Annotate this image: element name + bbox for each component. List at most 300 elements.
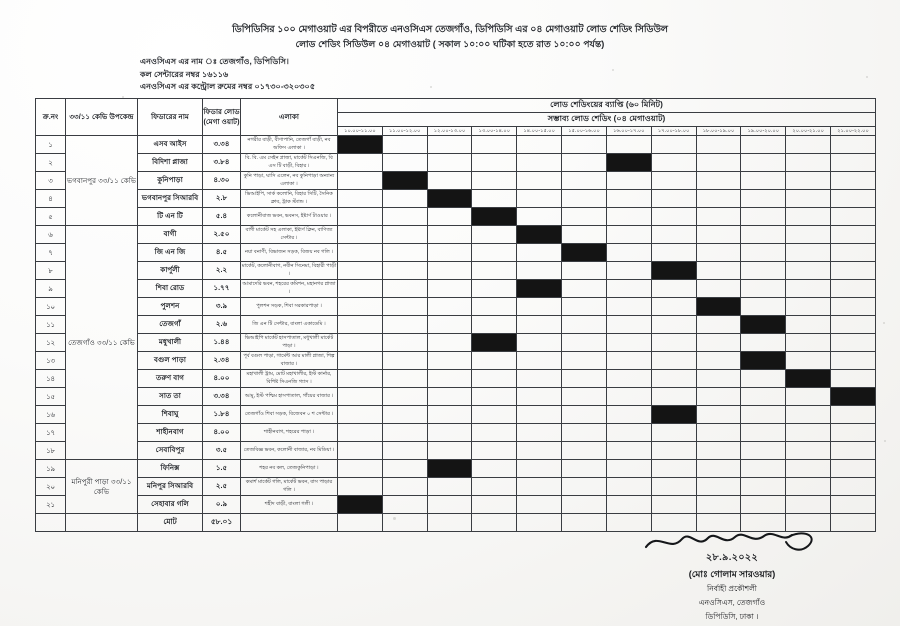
schedule-cell bbox=[562, 208, 607, 226]
cell-sl: ৮ bbox=[36, 262, 66, 280]
col-header-feeder: ফিডারের নাম bbox=[138, 99, 203, 136]
schedule-cell bbox=[741, 154, 786, 172]
schedule-cell bbox=[472, 424, 517, 442]
schedule-cell bbox=[472, 262, 517, 280]
cell-sl: ১৩ bbox=[36, 352, 66, 370]
schedule-cell bbox=[382, 190, 427, 208]
schedule-cell bbox=[427, 478, 472, 496]
schedule-cell bbox=[696, 352, 741, 370]
schedule-cell bbox=[831, 136, 876, 154]
schedule-cell bbox=[338, 334, 383, 352]
cell-area: জি এন টি সেন্টার, বাংলা একাডেমি । bbox=[241, 316, 338, 334]
schedule-cell bbox=[562, 190, 607, 208]
table-row bbox=[36, 316, 876, 334]
schedule-cell bbox=[562, 442, 607, 460]
schedule-cell bbox=[382, 154, 427, 172]
schedule-cell bbox=[831, 316, 876, 334]
cell-area: আমাদেরি ভবন, শহরের কমিশন, মহানগর প্লাজা । bbox=[241, 280, 338, 298]
header-row-band-1 bbox=[36, 99, 876, 113]
cell-load: ৪.৫ bbox=[203, 244, 241, 262]
schedule-cell bbox=[696, 370, 741, 388]
schedule-cell bbox=[831, 478, 876, 496]
shed-block-cell bbox=[651, 406, 696, 424]
schedule-cell bbox=[606, 244, 651, 262]
schedule-cell bbox=[651, 460, 696, 478]
schedule-cell bbox=[517, 244, 562, 262]
shed-block-cell bbox=[696, 298, 741, 316]
cell-load: ২.৮ bbox=[203, 190, 241, 208]
table-row bbox=[36, 262, 876, 280]
schedule-cell bbox=[517, 298, 562, 316]
schedule-cell bbox=[427, 298, 472, 316]
schedule-cell bbox=[562, 514, 607, 532]
schedule-cell bbox=[786, 154, 831, 172]
cell-load: ১.৪৪ bbox=[203, 334, 241, 352]
schedule-cell bbox=[651, 442, 696, 460]
shed-block-cell bbox=[562, 244, 607, 262]
table-row bbox=[36, 370, 876, 388]
schedule-cell bbox=[517, 496, 562, 514]
shed-block-cell bbox=[651, 262, 696, 280]
col-header-band-duration: লোড শেডিংয়ের ব্যাপ্তি (৬০ মিনিট) bbox=[338, 99, 876, 113]
cell-load: ১.৮৪ bbox=[203, 406, 241, 424]
schedule-cell bbox=[472, 244, 517, 262]
cell-load: ১.৫ bbox=[203, 460, 241, 478]
table-row bbox=[36, 154, 876, 172]
schedule-cell bbox=[831, 460, 876, 478]
cell-area: পূর্ব বগুল পাড়া, গার্মেন্ট আর মালী প্লাজা, শিল্প বাজার । bbox=[241, 352, 338, 370]
schedule-cell bbox=[338, 244, 383, 262]
schedule-cell bbox=[741, 280, 786, 298]
schedule-cell bbox=[338, 280, 383, 298]
schedule-cell bbox=[696, 280, 741, 298]
signature-date: ২৮.৯.২০২২ bbox=[705, 552, 759, 563]
schedule-cell bbox=[338, 370, 383, 388]
table-row bbox=[36, 190, 876, 208]
cell-area: কমার্শ মার্কেট গলি, মার্কেট ভবন, বাস পাড়ার গলি । bbox=[241, 478, 338, 496]
schedule-cell bbox=[786, 478, 831, 496]
cell-area: বাগী মার্কেট সহ এলাকা, ইষ্টার্ণ ক্লিন, বাণিজ্য সেন্টার । bbox=[241, 226, 338, 244]
time-slot-header: ১৮.০০-১৯.০০ bbox=[696, 127, 741, 136]
schedule-cell bbox=[562, 172, 607, 190]
schedule-cell bbox=[427, 352, 472, 370]
cell-load: ১.৭৭ bbox=[203, 280, 241, 298]
schedule-cell bbox=[831, 496, 876, 514]
schedule-cell bbox=[786, 262, 831, 280]
schedule-cell bbox=[382, 478, 427, 496]
schedule-cell bbox=[606, 316, 651, 334]
cell-load: ৪.৩০ bbox=[203, 172, 241, 190]
schedule-cell bbox=[427, 514, 472, 532]
cell-sl: ১ bbox=[36, 136, 66, 154]
schedule-cell bbox=[651, 208, 696, 226]
schedule-cell bbox=[741, 424, 786, 442]
cell-load: ৫.৪ bbox=[203, 208, 241, 226]
schedule-cell bbox=[338, 226, 383, 244]
schedule-cell bbox=[338, 514, 383, 532]
schedule-cell bbox=[517, 478, 562, 496]
schedule-cell bbox=[517, 424, 562, 442]
col-header-band-capacity: সম্ভাব্য লোড শেডিং (০৪ মেগাওয়াট) bbox=[338, 113, 876, 127]
table-head bbox=[36, 99, 876, 136]
cell-feeder: টি এন টি bbox=[138, 208, 203, 226]
schedule-cell bbox=[696, 154, 741, 172]
shed-block-cell bbox=[741, 316, 786, 334]
cell-load: ২.৬ bbox=[203, 316, 241, 334]
cell-area: কলোনীবাজ ভবন, ভবনস, ইষ্টার্ণ টাওয়ার । bbox=[241, 208, 338, 226]
time-slot-header: ১৩.০০-১৪.০০ bbox=[472, 127, 517, 136]
cell-substation: তেজগাঁও ৩৩/১১ কেভি bbox=[66, 226, 138, 460]
cell-feeder: শিবাঘু bbox=[138, 406, 203, 424]
schedule-cell bbox=[427, 280, 472, 298]
schedule-cell bbox=[831, 334, 876, 352]
schedule-cell bbox=[786, 424, 831, 442]
cell-area: নয়া বনাণী, বিভাজন সড়ক, বিজয় নব গলি । bbox=[241, 244, 338, 262]
cell-feeder: বাগী bbox=[138, 226, 203, 244]
schedule-cell bbox=[382, 352, 427, 370]
total-value: ৫৮.০১ bbox=[203, 514, 241, 532]
schedule-cell bbox=[562, 334, 607, 352]
schedule-cell bbox=[741, 298, 786, 316]
schedule-cell bbox=[338, 388, 383, 406]
schedule-cell bbox=[472, 154, 517, 172]
schedule-cell bbox=[741, 496, 786, 514]
schedule-cell bbox=[786, 388, 831, 406]
schedule-cell bbox=[562, 388, 607, 406]
time-slot-header: ২০.০০-২১.০০ bbox=[786, 127, 831, 136]
schedule-cell bbox=[831, 424, 876, 442]
cell-area: তেজগাঁও শিবা সড়ক, বিজেবন ০ শ সেন্টার । bbox=[241, 406, 338, 424]
schedule-cell bbox=[696, 334, 741, 352]
schedule-cell bbox=[786, 334, 831, 352]
schedule-cell bbox=[786, 406, 831, 424]
schedule-cell bbox=[606, 424, 651, 442]
schedule-cell bbox=[562, 226, 607, 244]
signatory-office: এনওসিএস, তেজগাঁও bbox=[698, 598, 766, 607]
schedule-cell bbox=[831, 352, 876, 370]
shed-block-cell bbox=[427, 460, 472, 478]
table-row bbox=[36, 496, 876, 514]
shed-block-cell bbox=[786, 370, 831, 388]
schedule-cell bbox=[786, 280, 831, 298]
schedule-cell bbox=[338, 190, 383, 208]
shed-block-cell bbox=[338, 496, 383, 514]
col-header-area: এলাকা bbox=[241, 99, 338, 136]
time-slot-header: ১৫.০০-১৬.০০ bbox=[562, 127, 607, 136]
schedule-cell bbox=[427, 316, 472, 334]
cell-sl: ৫ bbox=[36, 208, 66, 226]
cell-load: ৩.৩৪ bbox=[203, 136, 241, 154]
schedule-cell bbox=[382, 316, 427, 334]
schedule-cell bbox=[831, 208, 876, 226]
schedule-cell bbox=[427, 406, 472, 424]
schedule-cell bbox=[382, 226, 427, 244]
schedule-cell bbox=[786, 208, 831, 226]
schedule-cell bbox=[338, 352, 383, 370]
cell-area: নগরীর বাড়ী, বীণাপানি, তেজগাঁ বাড়ী, নব অফিস এলাকা । bbox=[241, 136, 338, 154]
cell-sl: ১৬ bbox=[36, 406, 66, 424]
time-slot-header: ১৯.০০-২০.০০ bbox=[741, 127, 786, 136]
schedule-cell bbox=[606, 262, 651, 280]
schedule-cell bbox=[696, 190, 741, 208]
schedule-cell bbox=[382, 334, 427, 352]
cell-area: বি. বি. এম সেইন প্লাজা, মার্কেট সিএনজি, বি এস টি বাড়ী, বিহার । bbox=[241, 154, 338, 172]
total-spacer bbox=[36, 514, 66, 532]
cell-feeder: বগুল পাড়া bbox=[138, 352, 203, 370]
schedule-cell bbox=[517, 352, 562, 370]
cell-area: তেজবিজ্ঞ ভবন, কলোনী বাজার, নব মিডিয়া । bbox=[241, 442, 338, 460]
cell-load: ৩.৮৪ bbox=[203, 154, 241, 172]
schedule-cell bbox=[741, 172, 786, 190]
cell-feeder: তেজগাঁ bbox=[138, 316, 203, 334]
schedule-cell bbox=[606, 478, 651, 496]
schedule-cell bbox=[382, 298, 427, 316]
cell-feeder: তরুণ বাগ bbox=[138, 370, 203, 388]
cell-area: মার্কেট, কলোনীবাগ, নবীন সিনেমা, বিহারী পাড়ী । bbox=[241, 262, 338, 280]
schedule-cell bbox=[338, 298, 383, 316]
control-room-number: এনওসিএস এর কন্ট্রোল রুমের নম্বর ০১৭৩০-৩২০৩০৫ bbox=[140, 82, 316, 91]
time-slot-header: ১৪.০০-১৫.০০ bbox=[517, 127, 562, 136]
schedule-cell bbox=[741, 208, 786, 226]
cell-sl: ৩ bbox=[36, 172, 66, 190]
schedule-cell bbox=[651, 226, 696, 244]
schedule-cell bbox=[472, 316, 517, 334]
cell-load: ৩.৯ bbox=[203, 298, 241, 316]
schedule-cell bbox=[741, 244, 786, 262]
table-row bbox=[36, 208, 876, 226]
schedule-cell bbox=[741, 388, 786, 406]
schedule-cell bbox=[427, 172, 472, 190]
table-row bbox=[36, 478, 876, 496]
cell-load: ২.৫ bbox=[203, 478, 241, 496]
schedule-cell bbox=[741, 190, 786, 208]
schedule-cell bbox=[382, 424, 427, 442]
schedule-cell bbox=[562, 424, 607, 442]
schedule-cell bbox=[741, 334, 786, 352]
schedule-cell bbox=[786, 460, 831, 478]
schedule-cell bbox=[831, 406, 876, 424]
cell-area: মহাখালী ট্রাম, মোট মহাখালীর, ইস্ট কার্নার, বিশিষ্ট সিএনজি গ্যাস । bbox=[241, 370, 338, 388]
schedule-cell bbox=[382, 136, 427, 154]
table-row bbox=[36, 406, 876, 424]
cell-feeder: মধুখালী bbox=[138, 334, 203, 352]
cell-sl: ১৫ bbox=[36, 388, 66, 406]
schedule-cell bbox=[651, 388, 696, 406]
schedule-cell bbox=[651, 172, 696, 190]
schedule-cell bbox=[472, 460, 517, 478]
schedule-cell bbox=[382, 280, 427, 298]
schedule-cell bbox=[741, 262, 786, 280]
schedule-cell bbox=[562, 496, 607, 514]
cell-sl: ১৭ bbox=[36, 424, 66, 442]
cell-feeder: শিবা রোড bbox=[138, 280, 203, 298]
cell-sl: ২১ bbox=[36, 496, 66, 514]
cell-sl: ২ bbox=[36, 154, 66, 172]
schedule-cell bbox=[786, 136, 831, 154]
schedule-cell bbox=[696, 460, 741, 478]
cell-sl: ৬ bbox=[36, 226, 66, 244]
document-title bbox=[0, 22, 900, 52]
cell-feeder: বিদিশা প্লাজা bbox=[138, 154, 203, 172]
cell-area: শাহীনবাগ, শহরের পাড়া । bbox=[241, 424, 338, 442]
shed-block-cell bbox=[517, 280, 562, 298]
schedule-cell bbox=[427, 388, 472, 406]
schedule-cell bbox=[562, 316, 607, 334]
schedule-cell bbox=[651, 154, 696, 172]
schedule-cell bbox=[338, 172, 383, 190]
schedule-cell bbox=[651, 280, 696, 298]
shed-block-cell bbox=[831, 388, 876, 406]
schedule-cell bbox=[427, 154, 472, 172]
schedule-cell bbox=[831, 172, 876, 190]
scan-speck bbox=[430, 86, 432, 88]
scan-speck bbox=[612, 69, 614, 71]
schedule-cell bbox=[517, 172, 562, 190]
cell-sl: ৪ bbox=[36, 190, 66, 208]
col-header-substation: ৩৩/১১ কেভি উপকেন্দ্র bbox=[66, 99, 138, 136]
shed-block-cell bbox=[517, 226, 562, 244]
time-slot-header: ২১.০০-২২.০০ bbox=[831, 127, 876, 136]
schedule-cell bbox=[472, 478, 517, 496]
cell-substation: ভগবানপুর ৩৩/১১ কেভি bbox=[66, 136, 138, 226]
scan-speck bbox=[884, 440, 886, 442]
schedule-cell bbox=[338, 406, 383, 424]
schedule-cell bbox=[696, 172, 741, 190]
schedule-cell bbox=[651, 370, 696, 388]
schedule-cell bbox=[606, 172, 651, 190]
table-row bbox=[36, 442, 876, 460]
cell-area: ভিআইপি, সার্ক কলোনি, বিহার সিটি, সৈনিক ক্লাব, ট্রাক স্ট্যান্ড । bbox=[241, 190, 338, 208]
cell-feeder: ভগবানপুর সিআরবি bbox=[138, 190, 203, 208]
schedule-cell bbox=[472, 496, 517, 514]
shed-block-cell bbox=[338, 136, 383, 154]
table-row bbox=[36, 460, 876, 478]
cell-feeder: সেহাবার গলি bbox=[138, 496, 203, 514]
schedule-cell bbox=[606, 370, 651, 388]
schedule-cell bbox=[831, 226, 876, 244]
table-row bbox=[36, 244, 876, 262]
schedule-cell bbox=[696, 496, 741, 514]
schedule-cell bbox=[741, 226, 786, 244]
schedule-cell bbox=[338, 262, 383, 280]
schedule-cell bbox=[651, 334, 696, 352]
schedule-cell bbox=[427, 136, 472, 154]
schedule-cell bbox=[517, 154, 562, 172]
total-spacer bbox=[241, 514, 338, 532]
schedule-cell bbox=[382, 406, 427, 424]
schedule-cell bbox=[382, 262, 427, 280]
cell-sl: ১৯ bbox=[36, 460, 66, 478]
title-line-2: লোড শেডিং সিডিউল ০৪ মেগাওয়াট ( সকাল ১০:০০ ঘটিকা হতে রাত ১০:০০ পর্যন্ত) bbox=[295, 39, 605, 49]
office-meta-block bbox=[140, 56, 315, 94]
schedule-cell bbox=[831, 298, 876, 316]
cell-load: ৩.৫ bbox=[203, 442, 241, 460]
schedule-cell bbox=[427, 226, 472, 244]
schedule-cell bbox=[472, 298, 517, 316]
schedule-cell bbox=[517, 262, 562, 280]
signatory-designation: নির্বাহী প্রকৌশলী bbox=[707, 584, 757, 593]
schedule-cell bbox=[741, 478, 786, 496]
shed-block-cell bbox=[606, 154, 651, 172]
shed-block-cell bbox=[741, 352, 786, 370]
cell-sl: ৯ bbox=[36, 280, 66, 298]
scan-speck bbox=[883, 322, 885, 324]
cell-feeder: কুনিপাড়া bbox=[138, 172, 203, 190]
time-slot-header: ১১.০০-১২.০০ bbox=[382, 127, 427, 136]
schedule-cell bbox=[651, 298, 696, 316]
schedule-cell bbox=[786, 352, 831, 370]
schedule-cell bbox=[606, 460, 651, 478]
schedule-cell bbox=[427, 208, 472, 226]
schedule-cell bbox=[606, 388, 651, 406]
schedule-cell bbox=[517, 316, 562, 334]
schedule-cell bbox=[696, 208, 741, 226]
schedule-cell bbox=[562, 136, 607, 154]
schedule-cell bbox=[606, 190, 651, 208]
schedule-cell bbox=[606, 406, 651, 424]
schedule-cell bbox=[651, 496, 696, 514]
schedule-cell bbox=[831, 262, 876, 280]
schedule-cell bbox=[696, 478, 741, 496]
schedule-cell bbox=[427, 424, 472, 442]
schedule-cell bbox=[786, 298, 831, 316]
schedule-cell bbox=[427, 262, 472, 280]
cell-feeder: সেবাবিপুর bbox=[138, 442, 203, 460]
schedule-cell bbox=[606, 442, 651, 460]
schedule-cell bbox=[338, 208, 383, 226]
schedule-cell bbox=[382, 460, 427, 478]
schedule-cell bbox=[427, 496, 472, 514]
cell-area: শহীদ বাড়ী, বাংলা গলী । bbox=[241, 496, 338, 514]
schedule-cell bbox=[382, 208, 427, 226]
schedule-cell bbox=[606, 136, 651, 154]
schedule-cell bbox=[338, 460, 383, 478]
schedule-cell bbox=[472, 514, 517, 532]
table-row bbox=[36, 298, 876, 316]
col-header-load: ফিডার লোড (মেগা ওয়াট) bbox=[203, 99, 241, 136]
schedule-cell bbox=[472, 406, 517, 424]
table-row bbox=[36, 172, 876, 190]
schedule-cell bbox=[741, 460, 786, 478]
cell-feeder: মনিপুর সিআরবি bbox=[138, 478, 203, 496]
schedule-cell bbox=[831, 442, 876, 460]
schedule-cell bbox=[786, 442, 831, 460]
cell-area: পুলশন সড়ক, শিবা সরকারপাড়া । bbox=[241, 298, 338, 316]
schedule-cell bbox=[696, 226, 741, 244]
schedule-cell bbox=[651, 352, 696, 370]
cell-sl: ১২ bbox=[36, 334, 66, 352]
schedule-cell bbox=[606, 334, 651, 352]
schedule-cell bbox=[382, 388, 427, 406]
cell-load: ৩.৩৪ bbox=[203, 388, 241, 406]
schedule-cell bbox=[427, 244, 472, 262]
cell-load: ০.৯ bbox=[203, 496, 241, 514]
schedule-cell bbox=[472, 172, 517, 190]
schedule-cell bbox=[517, 136, 562, 154]
cell-sl: ১৮ bbox=[36, 442, 66, 460]
schedule-cell bbox=[696, 424, 741, 442]
call-center-number: কল সেন্টারের নম্বর ১৬১১৬ bbox=[140, 69, 229, 79]
schedule-cell bbox=[338, 442, 383, 460]
cell-feeder: কার্পুলী bbox=[138, 262, 203, 280]
load-shedding-schedule-table bbox=[35, 98, 876, 532]
schedule-cell bbox=[562, 460, 607, 478]
schedule-cell bbox=[651, 190, 696, 208]
cell-area: কুনি পাড়া, ঘাসি এলেন, নব কুনিপাড়া অন্যান্য এলাকা । bbox=[241, 172, 338, 190]
schedule-cell bbox=[427, 334, 472, 352]
schedule-cell bbox=[606, 352, 651, 370]
schedule-cell bbox=[696, 442, 741, 460]
